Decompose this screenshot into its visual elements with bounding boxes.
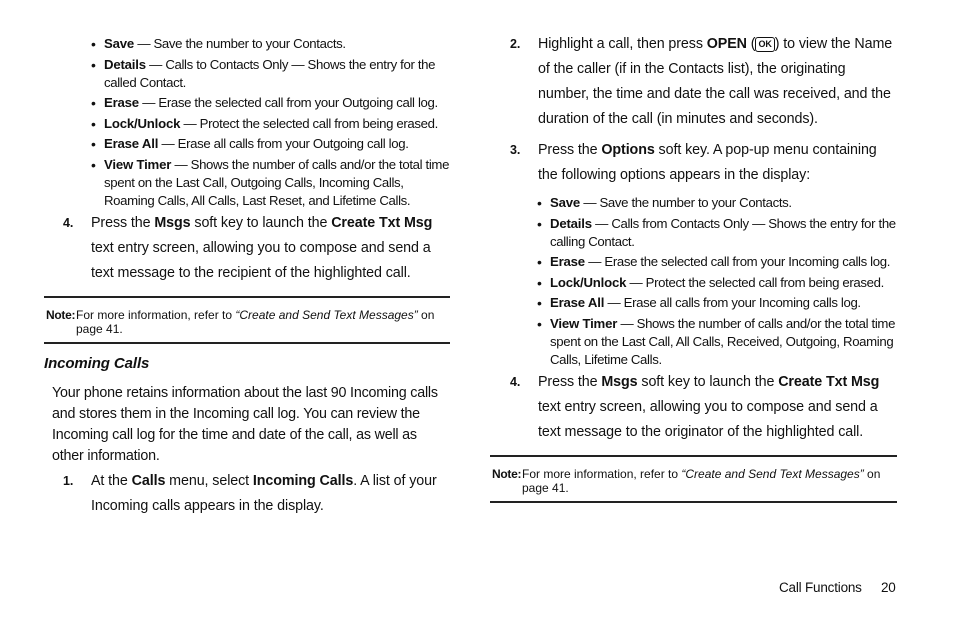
- step-3-right: 3. Press the Options soft key. A pop-up menu containing the following options appears in the display:: [510, 142, 877, 183]
- list-item: • View Timer — Shows the number of calls and/or the total time spent on the Last Call, All Calls, Received, Outgoing, Roaming Calls, Lifetime Calls.: [537, 315, 896, 367]
- section-heading: Incoming Calls: [44, 355, 150, 372]
- step-2-right: 2. Highlight a call, then press OPEN ( OK ) to view the Name of the caller (if in the Contacts list), the originating number, the time and date the call was received, and the duration of the call (in minutes and seconds).: [510, 36, 893, 127]
- step-4-left: 4. Press the Msgs soft key to launch the Create Txt Msg text entry screen, allowing you to compose and send a text message to the recipient of the highlighted call.: [63, 215, 433, 281]
- ok-key-icon: OK: [755, 37, 774, 52]
- list-item: • Lock/Unlock — Protect the selected call from being erased.: [91, 115, 438, 132]
- step-1-left: 1. At the Calls menu, select Incoming Calls. A list of your Incoming calls appears in the display.: [63, 473, 437, 514]
- incoming-options-list: [537, 194, 896, 371]
- list-item: • Details — Calls from Contacts Only — Shows the entry for the calling Contact.: [537, 215, 896, 249]
- list-item: • Details — Calls to Contacts Only — Shows the entry for the called Contact.: [91, 56, 436, 90]
- page-number: 20: [881, 580, 896, 595]
- list-item: • Save — Save the number to your Contacts.: [537, 195, 792, 211]
- footer-section: Call Functions: [779, 580, 862, 595]
- list-item: • Erase All — Erase all calls from your Incoming calls log.: [537, 295, 861, 311]
- note-right: Note: For more information, refer to “Create and Send Text Messages” on page 41.: [490, 455, 897, 503]
- note-left: Note: For more information, refer to “Create and Send Text Messages” on page 41.: [44, 296, 450, 344]
- list-item: • Erase All — Erase all calls from your Outgoing call log.: [91, 136, 409, 152]
- list-item: • Erase — Erase the selected call from your Outgoing call log.: [91, 95, 438, 111]
- list-item: • Erase — Erase the selected call from your Incoming calls log.: [537, 254, 891, 270]
- outgoing-options-list: [91, 35, 452, 212]
- list-item: • Lock/Unlock — Protect the selected call from being erased.: [537, 274, 884, 291]
- step-4-right: 4. Press the Msgs soft key to launch the Create Txt Msg text entry screen, allowing you to compose and send a text message to the originator of the highlighted call.: [510, 374, 880, 440]
- list-item: • View Timer — Shows the number of calls and/or the total time spent on the Last Call, Outgoing Calls, Incoming Calls, Roaming Calls, All Calls, Last Reset, and Lifetime Calls.: [91, 156, 450, 208]
- list-item: • Save — Save the number to your Contacts.: [91, 36, 346, 52]
- intro-paragraph: Your phone retains information about the last 90 Incoming calls and stores them in the Incoming call log. You can review the Incoming call log for the time and date of the call, as well as other information.: [52, 385, 438, 464]
